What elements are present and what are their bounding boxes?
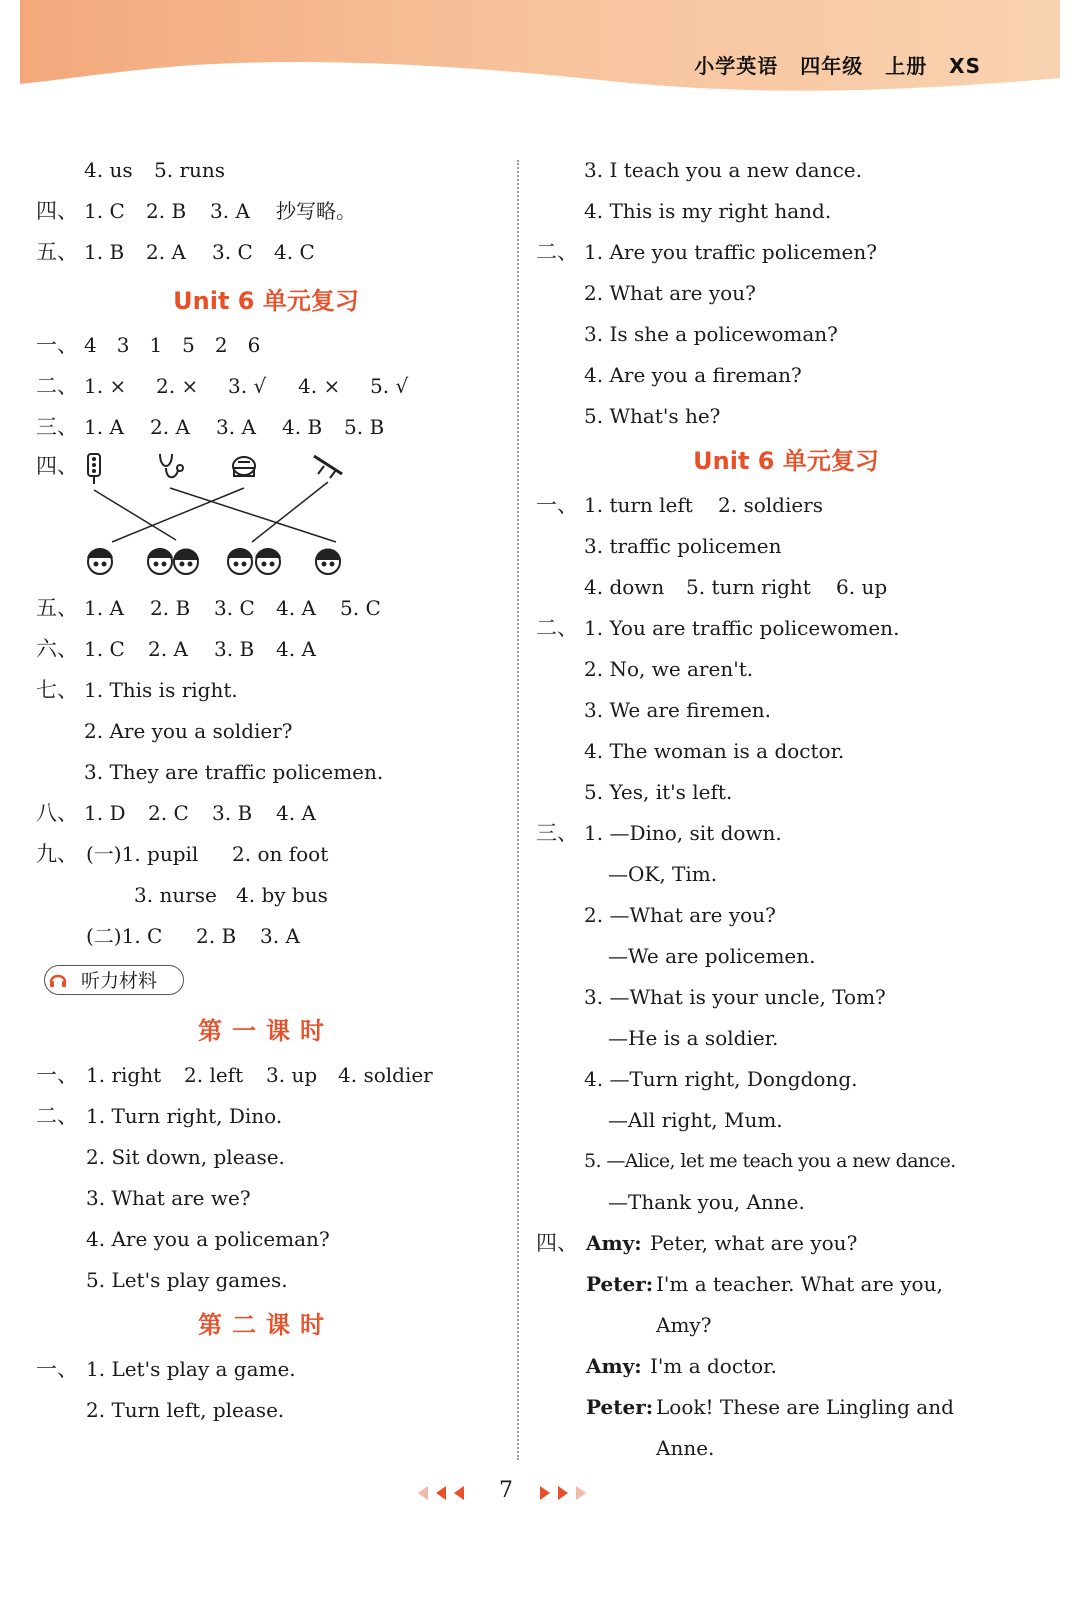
speaker-name: Peter: xyxy=(586,1272,654,1296)
lesson-heading: 第二课时 xyxy=(198,1311,334,1339)
answer-row xyxy=(536,567,1036,608)
answer-item: 4. The woman is a doctor. xyxy=(584,739,845,763)
answer-item: 2. A xyxy=(146,240,186,264)
traffic-light-icon xyxy=(88,454,100,484)
child-face-icon xyxy=(228,549,280,574)
answer-row xyxy=(536,273,1036,314)
rifle-icon xyxy=(314,456,342,478)
answer-row xyxy=(536,1182,1036,1223)
answer-item: 4. Are you a policeman? xyxy=(86,1227,330,1251)
answer-item: 1. —Dino, sit down. xyxy=(584,821,782,845)
dialogue-row xyxy=(536,1387,1036,1428)
answer-row xyxy=(36,325,496,366)
answer-item: 5. Let's play games. xyxy=(86,1268,288,1292)
answer-row xyxy=(536,191,1036,232)
dialogue-row xyxy=(536,1428,1036,1469)
answer-item: 4. This is my right hand. xyxy=(584,199,832,223)
answer-item: 4 3 1 5 2 6 xyxy=(84,333,261,357)
answer-item: 2. Sit down, please. xyxy=(86,1145,285,1169)
section-marker: 六、 xyxy=(36,637,78,661)
page-footer xyxy=(0,1472,1077,1512)
answer-item: 4. by bus xyxy=(236,883,328,907)
answer-item: —He is a soldier. xyxy=(608,1026,779,1050)
answer-item: 3. Is she a policewoman? xyxy=(584,322,838,346)
answer-row xyxy=(536,608,1036,649)
answer-item: 2. A xyxy=(148,637,188,661)
answer-item: 4. soldier xyxy=(338,1063,433,1087)
answer-item: 3. We are firemen. xyxy=(584,698,772,722)
answer-item: 5. runs xyxy=(154,158,226,182)
answer-row xyxy=(36,711,496,752)
answer-row xyxy=(36,1349,496,1390)
match-line xyxy=(112,488,244,542)
answer-row xyxy=(36,232,496,273)
lesson-heading: 第一课时 xyxy=(198,1017,334,1045)
answer-row xyxy=(36,1260,496,1301)
answer-item: 4. —Turn right, Dongdong. xyxy=(584,1067,858,1091)
speaker-name: Peter: xyxy=(586,1395,654,1419)
answer-item: 4. B xyxy=(282,415,323,439)
answer-item: 3. C xyxy=(214,596,255,620)
answer-item: 2. left xyxy=(184,1063,244,1087)
answer-item: 5. C xyxy=(340,596,381,620)
answer-item: 3. A xyxy=(216,415,256,439)
answer-item: 1. B xyxy=(84,240,125,264)
dialogue-row xyxy=(536,1346,1036,1387)
answer-row xyxy=(536,977,1036,1018)
dialogue-row xyxy=(536,1223,1036,1264)
answer-row xyxy=(536,150,1036,191)
answer-item: 3. √ xyxy=(228,374,267,398)
answer-row xyxy=(536,813,1036,854)
answer-item: 2. B xyxy=(146,199,187,223)
dialogue-row xyxy=(536,1305,1036,1346)
dialogue-text: Look! These are Lingling and xyxy=(656,1395,954,1419)
answer-item: 1. C xyxy=(84,637,125,661)
answer-item: 4. A xyxy=(276,596,316,620)
grade-label: 四年级 xyxy=(800,54,864,78)
section-marker: 一、 xyxy=(536,493,578,517)
answer-item: 1. C xyxy=(84,199,125,223)
section-marker: 五、 xyxy=(36,240,78,264)
answer-item: —Thank you, Anne. xyxy=(608,1190,805,1214)
answer-item: 4. us xyxy=(84,158,133,182)
dialogue-text: I'm a teacher. What are you, xyxy=(656,1272,943,1296)
answer-item: 2. Are you a soldier? xyxy=(84,719,293,743)
header-banner xyxy=(0,0,1077,100)
answer-item: 1. × xyxy=(84,374,127,398)
unit-heading: Unit 6 单元复习 xyxy=(173,287,359,315)
answer-row xyxy=(36,366,496,407)
answer-item: 2. Turn left, please. xyxy=(86,1398,285,1422)
answer-item: 5. Yes, it's left. xyxy=(584,780,733,804)
answer-item: 5. √ xyxy=(370,374,409,398)
answer-item: 2. C xyxy=(148,801,189,825)
answer-item: 5. B xyxy=(344,415,385,439)
answer-item: 3. —What is your uncle, Tom? xyxy=(584,985,886,1009)
answer-item: 3. C xyxy=(212,240,253,264)
child-face-icon xyxy=(88,549,112,574)
answer-row xyxy=(536,355,1036,396)
dialogue-text: Amy? xyxy=(656,1313,712,1337)
speaker-name: Amy: xyxy=(586,1354,642,1378)
answer-row xyxy=(536,396,1036,437)
right-arrows-icon xyxy=(540,1486,592,1500)
answer-row xyxy=(536,936,1036,977)
answer-item: 3. What are we? xyxy=(86,1186,251,1210)
answer-row xyxy=(536,1059,1036,1100)
answer-item: 3. B xyxy=(214,637,255,661)
answer-row xyxy=(36,1390,496,1431)
answer-row xyxy=(36,1137,496,1178)
answer-row xyxy=(536,1141,1036,1182)
answer-row xyxy=(536,649,1036,690)
section-marker: 九、 xyxy=(36,842,78,866)
matching-picture xyxy=(80,448,410,588)
answer-row xyxy=(36,1055,496,1096)
answer-row xyxy=(36,1178,496,1219)
speaker-name: Amy: xyxy=(586,1231,642,1255)
answer-item: 1. A xyxy=(84,596,124,620)
answer-item: —We are policemen. xyxy=(608,944,816,968)
answer-item: 3. I teach you a new dance. xyxy=(584,158,862,182)
answer-row xyxy=(536,854,1036,895)
subject-label: 小学英语 xyxy=(694,54,779,78)
answer-row xyxy=(536,772,1036,813)
section-marker: 五、 xyxy=(36,596,78,620)
listening-material-tag xyxy=(36,957,496,1007)
answer-item: 2. A xyxy=(150,415,190,439)
matching-exercise xyxy=(36,448,496,588)
answer-row xyxy=(36,793,496,834)
answer-row xyxy=(536,526,1036,567)
left-arrows-icon xyxy=(418,1486,470,1500)
answer-item: 3. nurse xyxy=(134,883,217,907)
volume-label: 上册 xyxy=(885,54,928,78)
answer-item: 5. —Alice, let me teach you a new dance. xyxy=(584,1150,956,1172)
answer-row xyxy=(536,1018,1036,1059)
section-marker: 二、 xyxy=(536,240,578,264)
answer-row xyxy=(36,1096,496,1137)
answer-item: 4. A xyxy=(276,801,316,825)
answer-item: —OK, Tim. xyxy=(608,862,718,886)
answer-item: 2. on foot xyxy=(232,842,329,866)
answer-item: 2. What are you? xyxy=(584,281,756,305)
answer-item: 3. A xyxy=(260,924,300,948)
section-marker: 一、 xyxy=(36,333,78,357)
answer-row xyxy=(536,314,1036,355)
answer-row xyxy=(536,690,1036,731)
match-line xyxy=(252,482,328,542)
dialogue-text: Anne. xyxy=(656,1436,715,1460)
answer-item: 4. A xyxy=(276,637,316,661)
answer-item: (一)1. pupil xyxy=(86,842,199,866)
answer-item: 1. Are you traffic policemen? xyxy=(584,240,877,264)
book-title xyxy=(694,50,981,79)
dialogue-text: Peter, what are you? xyxy=(650,1231,858,1255)
column-divider xyxy=(517,160,519,1460)
section-marker: 二、 xyxy=(36,374,78,398)
helmet-icon xyxy=(233,457,255,476)
section-marker: 四、 xyxy=(36,199,78,223)
answer-row xyxy=(536,731,1036,772)
left-column xyxy=(36,150,496,1431)
section-marker: 三、 xyxy=(36,415,78,439)
answer-row xyxy=(536,1100,1036,1141)
answer-row xyxy=(536,232,1036,273)
answer-item: 2. —What are you? xyxy=(584,903,776,927)
section-marker: 八、 xyxy=(36,801,78,825)
answer-row xyxy=(36,1219,496,1260)
answer-item: 2. B xyxy=(150,596,191,620)
section-marker: 三、 xyxy=(536,821,578,845)
answer-item: 3. B xyxy=(212,801,253,825)
answer-item: 3. A xyxy=(210,199,250,223)
answer-item: 2. soldiers xyxy=(718,493,823,517)
answer-item: 1. You are traffic policewomen. xyxy=(584,616,900,640)
section-marker: 二、 xyxy=(36,1104,78,1128)
answer-item: 1. This is right. xyxy=(84,678,238,702)
dialogue-text: I'm a doctor. xyxy=(650,1354,777,1378)
answer-item: 6. up xyxy=(836,575,888,599)
answer-item: 1. turn left xyxy=(584,493,693,517)
answer-item: 抄写略。 xyxy=(276,199,356,223)
answer-item: 1. D xyxy=(84,801,126,825)
answer-item: 4. down xyxy=(584,575,665,599)
right-column xyxy=(536,150,1036,1469)
answer-row xyxy=(36,752,496,793)
child-face-icon xyxy=(148,549,198,574)
answer-row xyxy=(36,875,496,916)
answer-row xyxy=(36,629,496,670)
answer-row xyxy=(36,916,496,957)
answer-item: 2. B xyxy=(196,924,237,948)
answer-row xyxy=(36,588,496,629)
answer-item: 1. Let's play a game. xyxy=(86,1357,296,1381)
section-marker: 一、 xyxy=(36,1063,78,1087)
answer-row xyxy=(536,485,1036,526)
answer-row xyxy=(36,150,496,191)
answer-item: 1. right xyxy=(86,1063,162,1087)
answer-item: 2. × xyxy=(156,374,199,398)
answer-item: 1. A xyxy=(84,415,124,439)
answer-item: 1. Turn right, Dino. xyxy=(86,1104,283,1128)
answer-row xyxy=(536,895,1036,936)
listening-label: 听力材料 xyxy=(44,965,184,995)
answer-item: —All right, Mum. xyxy=(608,1108,783,1132)
answer-item: 3. up xyxy=(266,1063,318,1087)
page-number: 7 xyxy=(499,1478,513,1503)
dialogue-row xyxy=(536,1264,1036,1305)
answer-row xyxy=(36,407,496,448)
answer-item: 3. They are traffic policemen. xyxy=(84,760,384,784)
section-marker: 七、 xyxy=(36,678,78,702)
answer-item: 5. What's he? xyxy=(584,404,721,428)
answer-item: (二)1. C xyxy=(86,924,163,948)
stethoscope-icon xyxy=(160,454,183,477)
section-marker: 二、 xyxy=(536,616,578,640)
child-face-icon xyxy=(316,550,340,575)
answer-row xyxy=(36,834,496,875)
answer-item: 4. C xyxy=(274,240,315,264)
section-marker: 四、 xyxy=(36,454,78,478)
section-marker: 四、 xyxy=(536,1231,578,1255)
answer-item: 5. turn right xyxy=(686,575,811,599)
answer-item: 2. No, we aren't. xyxy=(584,657,754,681)
unit-heading: Unit 6 单元复习 xyxy=(693,447,879,475)
answer-item: 4. × xyxy=(298,374,341,398)
answer-row xyxy=(36,670,496,711)
section-marker: 一、 xyxy=(36,1357,78,1381)
answer-item: 3. traffic policemen xyxy=(584,534,782,558)
edition-label: XS xyxy=(949,54,981,78)
answer-row xyxy=(36,191,496,232)
answer-item: 4. Are you a fireman? xyxy=(584,363,802,387)
